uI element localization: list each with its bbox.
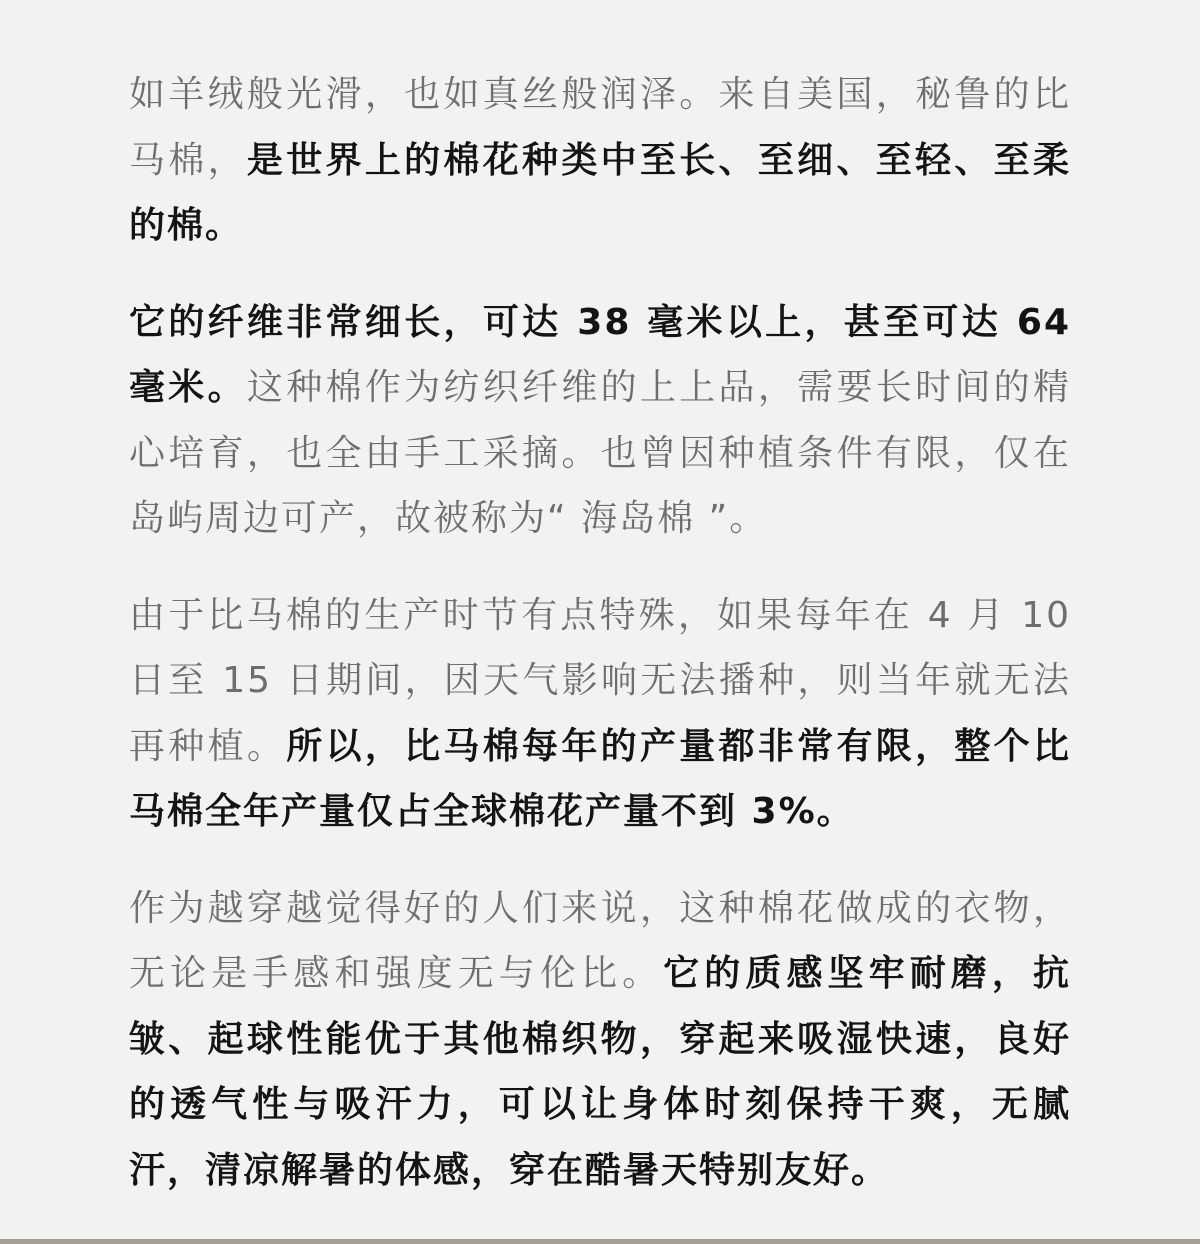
production-emphasis: 所以，比马棉每年的产量都非常有限，整个比马棉全年产量仅占全球棉花产量不到 3%。 [129,725,1071,832]
paragraph-intro [129,62,1071,259]
fiber-text: 这种棉作为纺织纤维的上上品，需要长时间的精心培育，也全由手工采摘。也曾因种植条件有限，仅在岛屿周边可产，故被称为“ 海岛棉 ”。 [129,367,1071,539]
paragraph-wear [129,876,1071,1204]
bottom-divider [0,1239,1200,1244]
paragraph-production [129,583,1071,845]
production-text: 由于比马棉的生产时节有点特殊，如果每年在 4 月 10 日至 15 日期间，因天气影响无法播种，则当年就无法再种植。 [129,594,1071,767]
intro-text: 如羊绒般光滑，也如真丝般润泽。来自美国，秘鲁的比马棉， [129,74,1071,181]
wear-text: 作为越穿越觉得好的人们来说，这种棉花做成的衣物，无论是手感和强度无与伦比。 [129,887,1071,994]
paragraph-fiber [129,290,1071,552]
wear-emphasis: 它的质感坚牢耐磨，抗皱、起球性能优于其他棉织物，穿起来吸湿快速，良好的透气性与吸汗力，可以让身体时刻保持干爽，无腻汗，清凉解暑的体感，穿在酷暑天特别友好。 [129,953,1071,1191]
intro-emphasis: 是世界上的棉花种类中至长、至细、至轻、至柔的棉。 [129,139,1071,246]
fiber-emphasis: 它的纤维非常细长，可达 38 毫米以上，甚至可达 64 毫米。 [129,301,1071,408]
article-body [129,62,1071,1203]
